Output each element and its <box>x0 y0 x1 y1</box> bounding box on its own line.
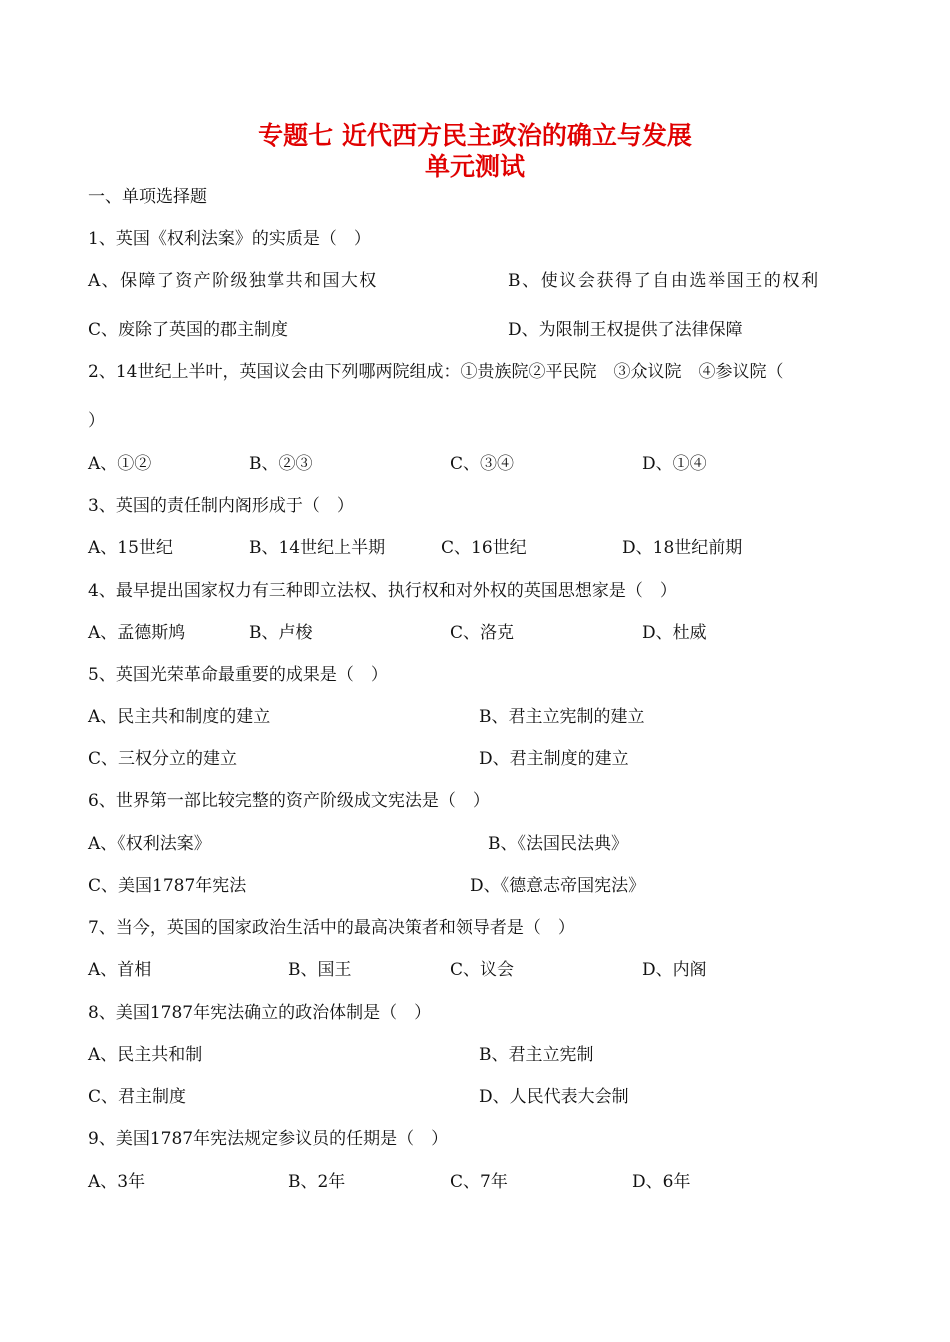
question-3-option-d: D、18世纪前期 <box>622 538 743 558</box>
question-5-option-c: C、三权分立的建立 <box>88 749 238 769</box>
question-1-stem: 1、英国《权利法案》的实质是（ ） <box>88 229 371 249</box>
question-7-stem: 7、当今，英国的国家政治生活中的最高决策者和领导者是（ ） <box>88 918 575 938</box>
question-5-option-a: A、民主共和制度的建立 <box>88 707 271 727</box>
question-2-stem-continued: ） <box>88 411 105 431</box>
document-subtitle: 单元测试 <box>424 152 525 181</box>
question-7-option-b: B、国王 <box>288 960 352 980</box>
section-heading: 一、单项选择题 <box>88 187 207 207</box>
document-title: 专题七 近代西方民主政治的确立与发展 <box>258 121 692 150</box>
question-3-option-b: B、14世纪上半期 <box>249 538 386 558</box>
question-1-option-a: A、保障了资产阶级独掌共和国大权 <box>88 271 378 291</box>
question-4-option-d: D、杜威 <box>642 623 707 643</box>
question-4-option-b: B、卢梭 <box>249 623 313 643</box>
question-6-option-c: C、美国1787年宪法 <box>88 876 247 896</box>
question-2-option-b: B、②③ <box>249 454 313 474</box>
question-7-option-c: C、议会 <box>450 960 515 980</box>
question-6-option-a: A、《权利法案》 <box>88 834 211 854</box>
question-2-option-a: A、①② <box>88 454 152 474</box>
question-3-stem: 3、英国的责任制内阁形成于（ ） <box>88 496 354 516</box>
question-8-option-b: B、君主立宪制 <box>479 1045 594 1065</box>
question-4-option-c: C、洛克 <box>450 623 515 643</box>
question-9-stem: 9、美国1787年宪法规定参议员的任期是（ ） <box>88 1129 449 1149</box>
question-4-stem: 4、最早提出国家权力有三种即立法权、执行权和对外权的英国思想家是（ ） <box>88 581 677 601</box>
question-6-option-b: B、《法国民法典》 <box>488 834 628 854</box>
question-5-stem: 5、英国光荣革命最重要的成果是（ ） <box>88 665 388 685</box>
question-8-option-a: A、民主共和制 <box>88 1045 203 1065</box>
question-2-option-c: C、③④ <box>450 454 515 474</box>
question-5-option-d: D、君主制度的建立 <box>479 749 629 769</box>
question-9-option-c: C、7年 <box>450 1172 508 1192</box>
question-3-option-a: A、15世纪 <box>88 538 173 558</box>
question-1-option-d: D、为限制王权提供了法律保障 <box>508 320 743 340</box>
question-6-option-d: D、《德意志帝国宪法》 <box>470 876 646 896</box>
question-8-option-c: C、君主制度 <box>88 1087 187 1107</box>
question-3-option-c: C、16世纪 <box>441 538 527 558</box>
question-4-option-a: A、孟德斯鸠 <box>88 623 186 643</box>
question-7-option-d: D、内阁 <box>642 960 707 980</box>
question-9-option-a: A、3年 <box>88 1172 146 1192</box>
question-7-option-a: A、首相 <box>88 960 152 980</box>
question-2-option-d: D、①④ <box>642 454 707 474</box>
question-2-stem: 2、14世纪上半叶，英国议会由下列哪两院组成：①贵族院②平民院 ③众议院 ④参议院（ <box>88 362 784 382</box>
question-8-option-d: D、人民代表大会制 <box>479 1087 629 1107</box>
question-8-stem: 8、美国1787年宪法确立的政治体制是（ ） <box>88 1003 432 1023</box>
question-6-stem: 6、世界第一部比较完整的资产阶级成文宪法是（ ） <box>88 791 490 811</box>
question-9-option-b: B、2年 <box>288 1172 346 1192</box>
question-1-option-b: B、使议会获得了自由选举国王的权利 <box>508 271 820 291</box>
question-9-option-d: D、6年 <box>632 1172 691 1192</box>
question-1-option-c: C、废除了英国的郡主制度 <box>88 320 289 340</box>
question-5-option-b: B、君主立宪制的建立 <box>479 707 645 727</box>
